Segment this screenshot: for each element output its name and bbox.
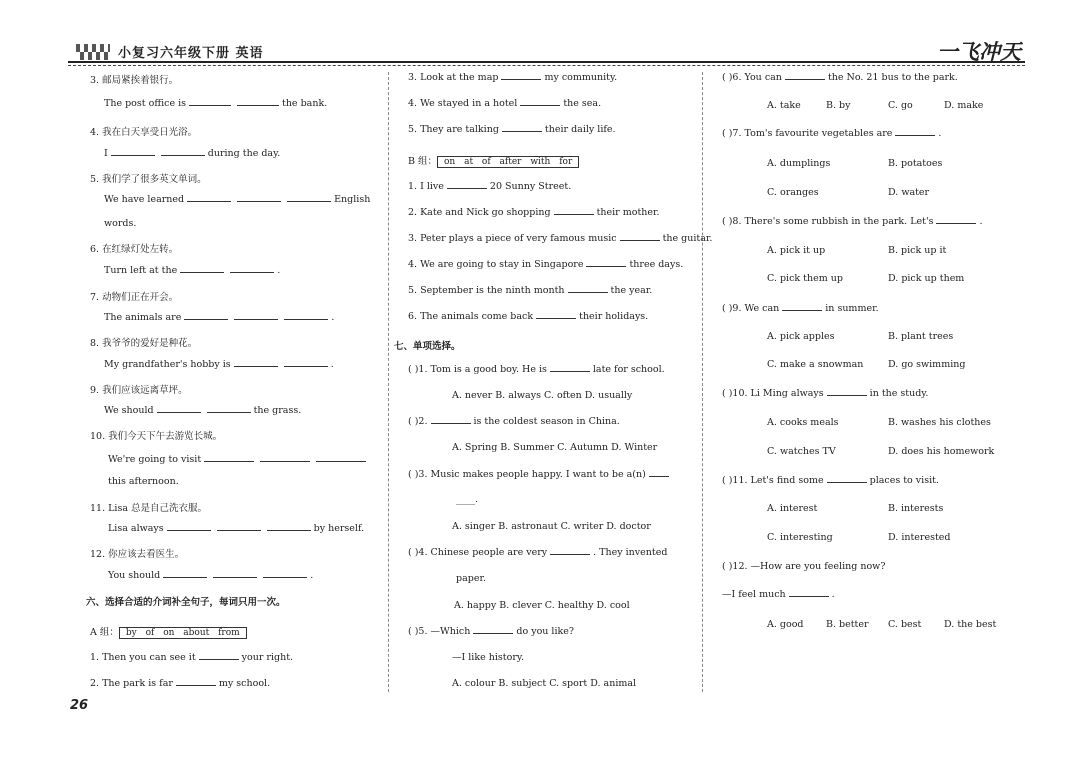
question-line bbox=[408, 285, 652, 296]
answer-option: B. interests bbox=[888, 503, 944, 514]
answer-blank[interactable] bbox=[287, 200, 331, 202]
question-line bbox=[408, 364, 665, 375]
question-text-after: 20 Sunny Street. bbox=[489, 181, 572, 192]
question-text-after: my community. bbox=[544, 72, 618, 83]
question-line bbox=[722, 589, 835, 600]
answer-option: D. water bbox=[888, 187, 930, 198]
answer-option: C. make a snowman bbox=[767, 359, 864, 370]
question-text: We should bbox=[104, 405, 154, 416]
section-heading bbox=[394, 338, 461, 352]
question-text: ( )3. Music makes people happy. I want to be a(n) bbox=[408, 469, 646, 480]
answer-option: A. pick it up bbox=[767, 245, 826, 256]
answer-option: C. go bbox=[888, 100, 913, 111]
question-text: ( )11. Let's find some bbox=[722, 475, 824, 486]
question-text: A. Spring B. Summer C. Autumn D. Winter bbox=[452, 442, 658, 453]
question-line bbox=[408, 72, 617, 83]
answer-option: C. best bbox=[888, 619, 922, 630]
answer-option: C. watches TV bbox=[767, 446, 836, 457]
answer-blank[interactable] bbox=[554, 213, 594, 215]
question-text: ( )5. —Which bbox=[408, 626, 471, 637]
answer-blank[interactable] bbox=[189, 104, 231, 106]
question-line bbox=[452, 442, 657, 453]
question-text: paper. bbox=[456, 573, 486, 584]
question-text-after: . bbox=[330, 359, 334, 370]
answer-blank[interactable] bbox=[568, 291, 608, 293]
question-text: ( )10. Li Ming always bbox=[722, 388, 824, 399]
question-line bbox=[90, 382, 188, 396]
question-text: 5. 我们学了很多英文单词。 bbox=[90, 174, 207, 185]
question-text-after: . bbox=[331, 312, 335, 323]
answer-option: C. pick them up bbox=[767, 273, 843, 284]
question-line bbox=[408, 153, 579, 168]
answer-option: D. go swimming bbox=[888, 359, 966, 370]
answer-blank[interactable] bbox=[895, 134, 935, 136]
question-text: 4. We stayed in a hotel bbox=[408, 98, 518, 109]
question-line bbox=[104, 359, 334, 370]
question-line bbox=[104, 265, 280, 276]
question-text: 3. Look at the map bbox=[408, 72, 499, 83]
answer-option: A. interest bbox=[767, 503, 818, 514]
question-line bbox=[108, 570, 313, 581]
question-line bbox=[90, 652, 293, 663]
question-line bbox=[90, 335, 197, 349]
question-line bbox=[408, 207, 660, 218]
question-text-after: by herself. bbox=[313, 523, 365, 534]
question-text: ( )2. bbox=[408, 416, 428, 427]
question-text: We have learned bbox=[104, 194, 185, 205]
answer-blank[interactable] bbox=[263, 576, 307, 578]
question-text: —I feel much bbox=[722, 589, 786, 600]
question-line bbox=[722, 475, 939, 486]
question-text: 12. 你应该去看医生。 bbox=[90, 549, 185, 560]
question-line bbox=[452, 390, 632, 401]
question-text-after: is the coldest season in China. bbox=[473, 416, 620, 427]
question-line bbox=[104, 405, 301, 416]
answer-blank[interactable] bbox=[184, 318, 228, 320]
question-line bbox=[90, 678, 270, 689]
question-text-after: late for school. bbox=[592, 364, 665, 375]
question-text-after: do you like? bbox=[516, 626, 574, 637]
answer-blank[interactable] bbox=[827, 394, 867, 396]
question-text-after: during the day. bbox=[207, 148, 281, 159]
question-line bbox=[722, 128, 941, 139]
answer-option: C. oranges bbox=[767, 187, 819, 198]
question-line bbox=[722, 303, 879, 314]
question-text: 5. September is the ninth month bbox=[408, 285, 565, 296]
answer-option: B. better bbox=[826, 619, 869, 630]
question-text: A. never B. always C. often D. usually bbox=[452, 390, 633, 401]
answer-option: A. dumplings bbox=[767, 158, 831, 169]
answer-blank[interactable] bbox=[586, 265, 626, 267]
question-text: Lisa always bbox=[108, 523, 164, 534]
answer-option: A. cooks meals bbox=[767, 417, 839, 428]
book-title: 小复习六年级下册 英语 bbox=[118, 46, 264, 61]
question-text: 七、单项选择。 bbox=[394, 341, 461, 352]
question-line bbox=[456, 494, 478, 505]
question-text: 10. 我们今天下午去游览长城。 bbox=[90, 431, 223, 442]
answer-blank[interactable] bbox=[204, 460, 254, 462]
question-text: ( )1. Tom is a good boy. He is bbox=[408, 364, 547, 375]
question-text-after: my school. bbox=[218, 678, 271, 689]
question-line bbox=[90, 500, 207, 514]
answer-blank[interactable] bbox=[550, 370, 590, 372]
answer-blank[interactable] bbox=[827, 481, 867, 483]
question-line bbox=[722, 388, 928, 399]
question-line bbox=[722, 72, 958, 83]
question-text: 4. We are going to stay in Singapore bbox=[408, 259, 584, 270]
question-line bbox=[722, 216, 983, 227]
answer-blank[interactable] bbox=[199, 658, 239, 660]
section-heading bbox=[86, 594, 286, 608]
question-text: —I like history. bbox=[452, 652, 524, 663]
question-line bbox=[104, 218, 136, 229]
question-text-after: their holidays. bbox=[579, 311, 649, 322]
question-line bbox=[90, 72, 178, 86]
question-text-after: . They invented bbox=[593, 547, 668, 558]
question-text: ( )4. Chinese people are very bbox=[408, 547, 548, 558]
answer-blank[interactable] bbox=[163, 576, 207, 578]
question-text: A. colour B. subject C. sport D. animal bbox=[452, 678, 637, 689]
question-text: B 组： bbox=[408, 156, 438, 167]
word-bank-box: on at of after with for bbox=[437, 156, 579, 168]
question-text: 2. Kate and Nick go shopping bbox=[408, 207, 551, 218]
question-text: 六、选择合适的介词补全句子，每词只用一次。 bbox=[86, 597, 286, 608]
question-text: 6. 在红绿灯处左转。 bbox=[90, 244, 179, 255]
question-line bbox=[90, 124, 197, 138]
question-text-after: the guitar. bbox=[662, 233, 713, 244]
answer-blank[interactable] bbox=[936, 222, 976, 224]
answer-blank[interactable] bbox=[502, 130, 542, 132]
answer-option: B. potatoes bbox=[888, 158, 943, 169]
question-line bbox=[90, 428, 222, 442]
answer-blank[interactable] bbox=[230, 271, 274, 273]
question-text: My grandfather's hobby is bbox=[104, 359, 231, 370]
column-divider bbox=[388, 72, 389, 692]
question-text-after: the bank. bbox=[282, 98, 328, 109]
question-text-after: the grass. bbox=[253, 405, 302, 416]
question-line bbox=[408, 311, 648, 322]
answer-option: B. washes his clothes bbox=[888, 417, 991, 428]
question-line bbox=[90, 171, 207, 185]
page-header bbox=[68, 36, 1025, 62]
question-text-after: their mother. bbox=[596, 207, 660, 218]
question-text: I bbox=[104, 148, 108, 159]
question-text-after: places to visit. bbox=[869, 475, 939, 486]
question-text: A 组： bbox=[90, 627, 119, 638]
question-text: 1. Then you can see it bbox=[90, 652, 196, 663]
answer-blank[interactable] bbox=[207, 411, 251, 413]
answer-blank[interactable] bbox=[187, 200, 231, 202]
answer-option: D. does his homework bbox=[888, 446, 995, 457]
question-text: A. singer B. astronaut C. writer D. doctor bbox=[452, 521, 651, 532]
question-text: 5. They are talking bbox=[408, 124, 499, 135]
answer-blank[interactable] bbox=[550, 553, 590, 555]
question-text: 3. Peter plays a piece of very famous music bbox=[408, 233, 617, 244]
answer-blank[interactable] bbox=[217, 529, 261, 531]
answer-blank[interactable] bbox=[284, 318, 328, 320]
question-text: Turn left at the bbox=[104, 265, 178, 276]
answer-blank[interactable] bbox=[789, 595, 829, 597]
question-line bbox=[408, 98, 601, 109]
question-text-after: . bbox=[277, 265, 281, 276]
question-line bbox=[104, 148, 280, 159]
answer-blank[interactable] bbox=[447, 187, 487, 189]
answer-blank[interactable] bbox=[316, 460, 366, 462]
answer-blank[interactable] bbox=[161, 154, 205, 156]
question-line bbox=[104, 312, 334, 323]
question-line bbox=[452, 652, 524, 663]
answer-blank[interactable] bbox=[234, 318, 278, 320]
question-line bbox=[456, 573, 486, 584]
answer-blank[interactable] bbox=[260, 460, 310, 462]
answer-option: B. pick up it bbox=[888, 245, 947, 256]
question-line bbox=[108, 476, 179, 487]
question-text-after: in summer. bbox=[825, 303, 879, 314]
question-text-after: . bbox=[979, 216, 983, 227]
question-text: ( )12. —How are you feeling now? bbox=[722, 561, 886, 572]
answer-blank[interactable] bbox=[267, 529, 311, 531]
question-text: ( )8. There's some rubbish in the park. Let's bbox=[722, 216, 934, 227]
question-line bbox=[408, 181, 571, 192]
question-text: ( )9. We can bbox=[722, 303, 780, 314]
answer-blank[interactable] bbox=[176, 684, 216, 686]
word-bank-box: by of on about from bbox=[119, 627, 247, 639]
question-text: A. happy B. clever C. healthy D. cool bbox=[454, 600, 630, 611]
brand-logo: 一飞冲天 bbox=[937, 40, 1021, 64]
header-rule bbox=[68, 61, 1025, 63]
question-text: 2. The park is far bbox=[90, 678, 173, 689]
answer-option: D. make bbox=[944, 100, 984, 111]
question-text-after: . bbox=[938, 128, 942, 139]
question-line bbox=[408, 233, 712, 244]
answer-blank[interactable] bbox=[180, 271, 224, 273]
answer-blank[interactable] bbox=[473, 632, 513, 634]
question-line bbox=[90, 289, 178, 303]
header-dashed-rule bbox=[68, 65, 1025, 66]
question-text: ( )7. Tom's favourite vegetables are bbox=[722, 128, 893, 139]
answer-blank[interactable] bbox=[157, 411, 201, 413]
question-line bbox=[408, 469, 672, 480]
answer-blank[interactable] bbox=[111, 154, 155, 156]
answer-option: D. the best bbox=[944, 619, 997, 630]
question-line bbox=[108, 523, 364, 534]
question-line bbox=[722, 561, 885, 572]
question-text-after: the sea. bbox=[563, 98, 602, 109]
question-line bbox=[104, 98, 327, 109]
answer-blank[interactable] bbox=[620, 239, 660, 241]
question-text-after: your right. bbox=[241, 652, 294, 663]
question-line bbox=[90, 546, 184, 560]
question-text: 11. Lisa 总是自己洗衣服。 bbox=[90, 503, 208, 514]
answer-blank[interactable] bbox=[284, 365, 328, 367]
question-text: The post office is bbox=[104, 98, 186, 109]
answer-option: D. pick up them bbox=[888, 273, 965, 284]
question-line bbox=[408, 259, 683, 270]
question-line bbox=[90, 241, 178, 255]
question-line bbox=[108, 454, 369, 465]
answer-blank[interactable] bbox=[431, 422, 471, 424]
answer-blank[interactable] bbox=[237, 104, 279, 106]
question-text: 7. 动物们正在开会。 bbox=[90, 292, 179, 303]
answer-option: C. interesting bbox=[767, 532, 833, 543]
question-line bbox=[104, 194, 370, 205]
question-text: You should bbox=[108, 570, 161, 581]
page-number: 26 bbox=[70, 698, 89, 713]
question-line bbox=[90, 624, 247, 639]
question-text: this afternoon. bbox=[108, 476, 179, 487]
answer-option: A. take bbox=[767, 100, 801, 111]
answer-blank[interactable] bbox=[536, 317, 576, 319]
question-text-after: in the study. bbox=[869, 388, 929, 399]
question-text: 4. 我在白天享受日光浴。 bbox=[90, 127, 198, 138]
answer-blank[interactable] bbox=[501, 78, 541, 80]
question-text-after: the year. bbox=[610, 285, 653, 296]
answer-option: D. interested bbox=[888, 532, 951, 543]
question-line bbox=[408, 547, 667, 558]
answer-blank[interactable] bbox=[167, 529, 211, 531]
question-text-after: their daily life. bbox=[544, 124, 616, 135]
question-text: words. bbox=[104, 218, 137, 229]
question-text-after: three days. bbox=[629, 259, 684, 270]
question-line bbox=[408, 124, 616, 135]
question-text: ( )6. You can bbox=[722, 72, 782, 83]
question-text: 8. 我爷爷的爱好是种花。 bbox=[90, 338, 198, 349]
question-text-after: English bbox=[334, 194, 371, 205]
answer-blank[interactable] bbox=[649, 475, 669, 477]
question-text: The animals are bbox=[104, 312, 182, 323]
answer-blank[interactable] bbox=[234, 365, 278, 367]
answer-option: A. good bbox=[767, 619, 804, 630]
question-line bbox=[452, 521, 651, 532]
question-text: 6. The animals come back bbox=[408, 311, 534, 322]
question-text: 9. 我们应该远离草坪。 bbox=[90, 385, 188, 396]
question-text: 3. 邮局紧挨着银行。 bbox=[90, 75, 179, 86]
question-line bbox=[454, 600, 630, 611]
answer-option: A. pick apples bbox=[767, 331, 835, 342]
question-text-after: the No. 21 bus to the park. bbox=[827, 72, 958, 83]
answer-blank[interactable] bbox=[237, 200, 281, 202]
question-line bbox=[452, 678, 636, 689]
answer-blank[interactable] bbox=[782, 309, 822, 311]
question-text-after: . bbox=[831, 589, 835, 600]
question-text: We're going to visit bbox=[108, 454, 202, 465]
answer-option: B. by bbox=[826, 100, 851, 111]
answer-option: B. plant trees bbox=[888, 331, 954, 342]
question-line bbox=[408, 626, 574, 637]
column-divider bbox=[702, 72, 703, 692]
question-text: ____. bbox=[456, 494, 479, 505]
question-text-after: . bbox=[310, 570, 314, 581]
question-line bbox=[408, 416, 620, 427]
answer-blank[interactable] bbox=[520, 104, 560, 106]
question-text: 1. I live bbox=[408, 181, 444, 192]
answer-blank[interactable] bbox=[785, 78, 825, 80]
answer-blank[interactable] bbox=[213, 576, 257, 578]
